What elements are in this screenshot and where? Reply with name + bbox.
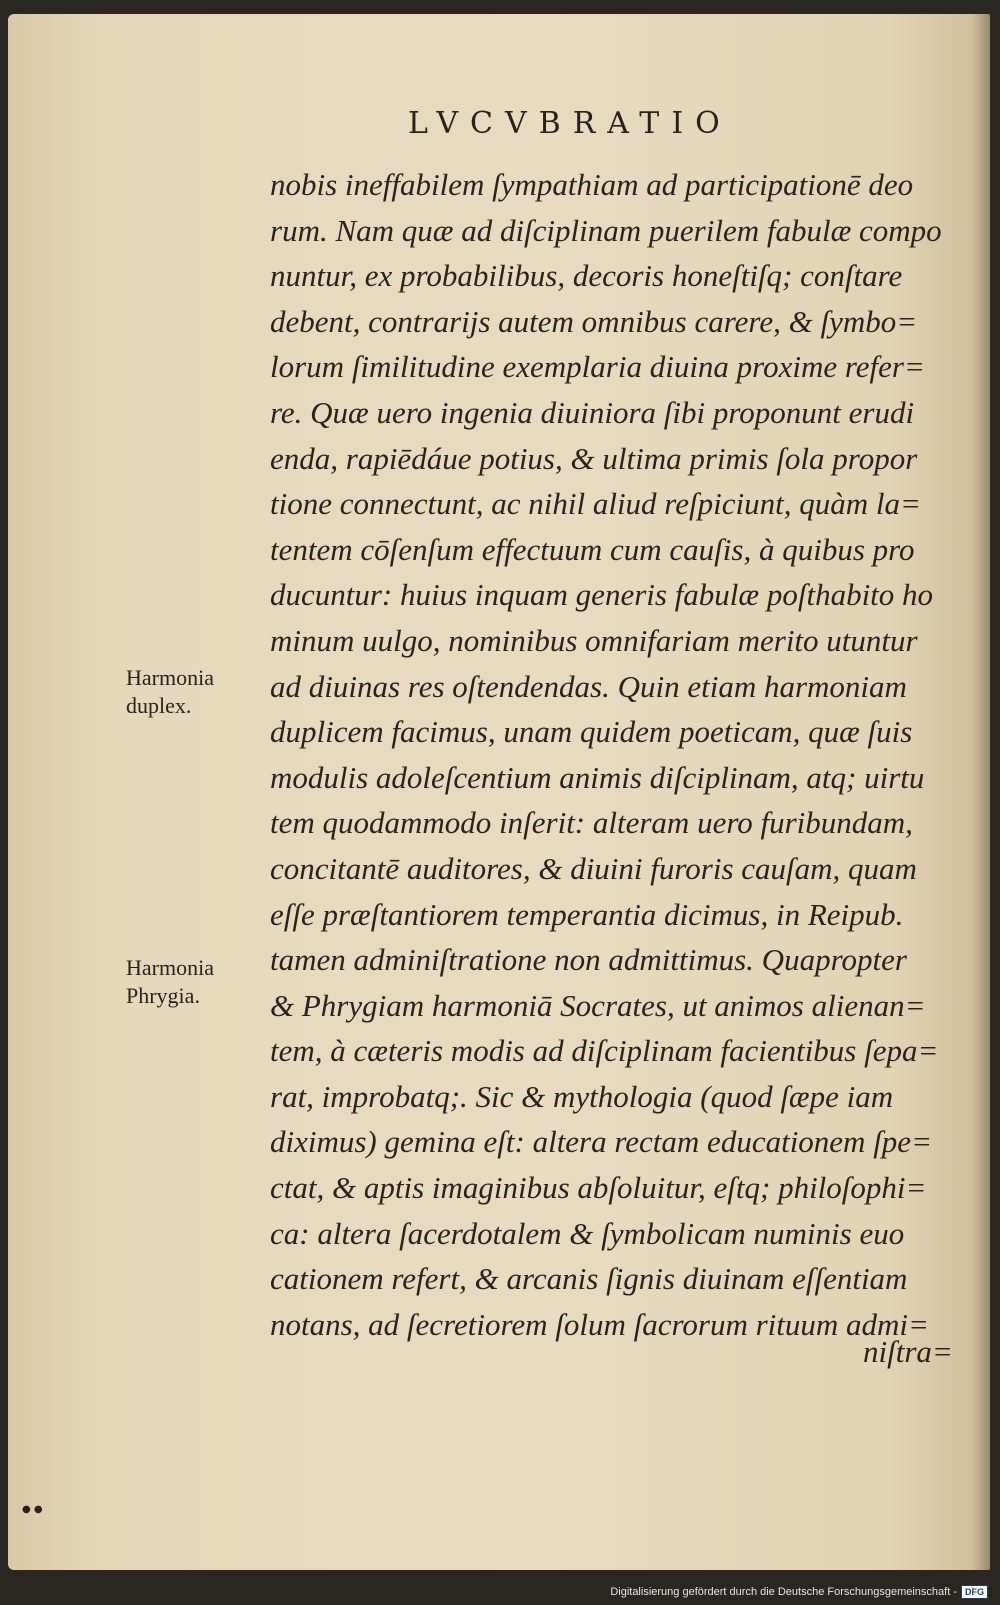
text-line: duplicem facimus, unam quidem poeticam, quæ ſuis (270, 714, 913, 750)
text-line: ctat, & aptis imaginibus abſoluitur, eſtq; philoſophi= (270, 1170, 927, 1206)
marginal-note-harmonia-duplex (126, 664, 256, 720)
digitization-credit (610, 1585, 988, 1599)
text-line: rum. Nam quæ ad diſciplinam puerilem fabulæ compo (270, 212, 942, 248)
text-line: eſſe præſtantiorem temperantia dicimus, in Reipub. (270, 896, 904, 932)
text-line: nobis ineffabilem ſympathiam ad participationē deo (270, 167, 914, 202)
text-line: enda, rapiēdáue potius, & ultima primis ſola propor (270, 440, 918, 476)
text-line: diximus) gemina eſt: altera rectam educationem ſpe= (270, 1124, 932, 1160)
dfg-logo-icon: DFG (961, 1585, 988, 1599)
text-line: & Phrygiam harmoniā Socrates, ut animos alienan= (270, 987, 926, 1023)
ink-specks: ● ● (22, 1504, 43, 1515)
marginal-note-line: Harmonia (126, 955, 214, 980)
text-line: nuntur, ex probabilibus, decoris honeſtiſq; conſtare (270, 258, 903, 294)
text-line: tem quodammodo inſerit: alteram uero furibundam, (270, 805, 913, 841)
running-head: LVCVBRATIO (408, 106, 732, 141)
marginal-note-line: Phrygia. (126, 983, 200, 1008)
marginal-note-line: Harmonia (126, 665, 214, 690)
text-line: ad diuinas res oſtendendas. Quin etiam harmoniam (270, 668, 907, 704)
text-line: cationem refert, & arcanis ſignis diuinam eſſentiam (270, 1261, 908, 1297)
text-line: re. Quæ uero ingenia diuiniora ſibi proponunt erudi (270, 394, 915, 430)
text-line: tem, à cæteris modis ad diſciplinam facientibus ſepa= (270, 1033, 939, 1069)
text-line: modulis adoleſcentium animis diſciplinam, atq; uirtu (270, 759, 925, 795)
text-line: minum uulgo, nominibus omnifariam merito utuntur (270, 622, 918, 658)
marginal-note-line: duplex. (126, 693, 192, 718)
text-line: ducuntur: huius inquam generis fabulæ poſthabito ho (270, 577, 934, 613)
credit-text: Digitalisierung gefördert durch die Deutsche Forschungsgemeinschaft - (610, 1586, 957, 1598)
marginal-note-harmonia-phrygia (126, 954, 256, 1010)
text-line: lorum ſimilitudine exemplaria diuina proxime refer= (270, 349, 925, 385)
text-line: debent, contrarijs autem omnibus carere, & ſymbo= (270, 303, 918, 339)
body-text (270, 162, 970, 1347)
text-line: rat, improbatq;. Sic & mythologia (quod ſæpe iam (270, 1078, 894, 1114)
text-line: tentem cōſenſum effectuum cum cauſis, à quibus pro (270, 531, 915, 567)
text-line: notans, ad ſecretiorem ſolum ſacrorum rituum admi= (270, 1306, 929, 1342)
text-line: tamen adminiſtratione non admittimus. Quapropter (270, 942, 907, 978)
catchword: niſtra= (863, 1334, 953, 1369)
text-line: ca: altera ſacerdotalem & ſymbolicam numinis euo (270, 1215, 905, 1251)
text-line: concitantē auditores, & diuini furoris cauſam, quam (270, 850, 917, 886)
book-page (8, 14, 990, 1570)
text-line: tione connectunt, ac nihil aliud reſpiciunt, quàm la= (270, 486, 921, 522)
